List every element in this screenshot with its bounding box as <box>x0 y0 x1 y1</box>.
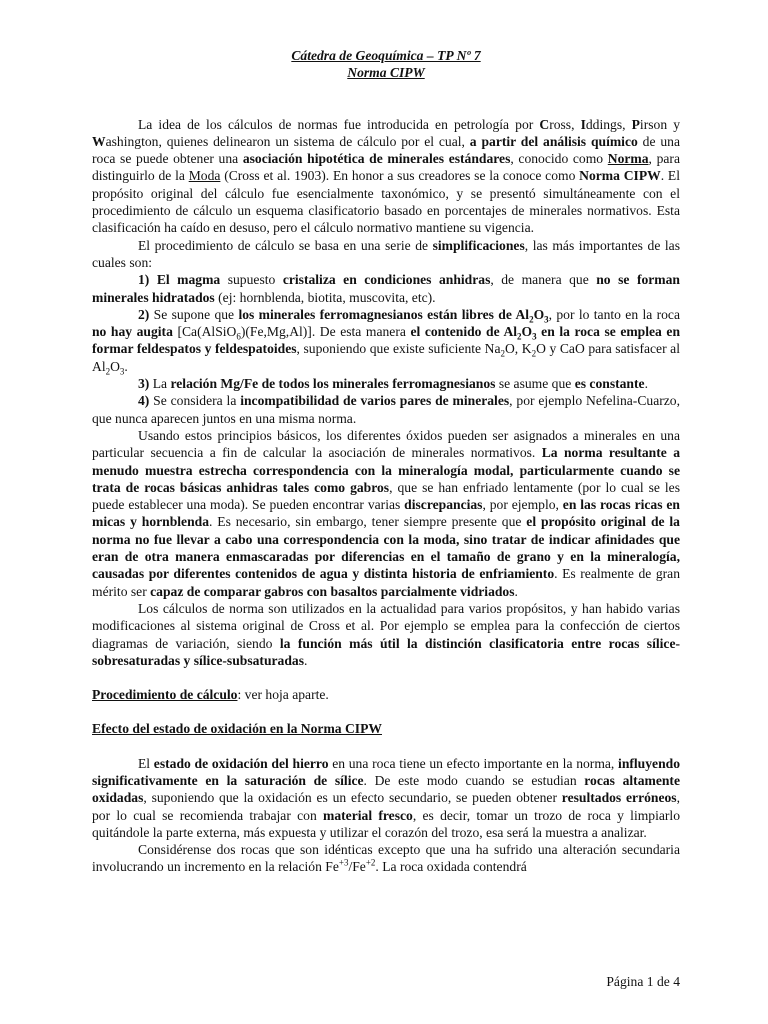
paragraph-simplifications: El procedimiento de cálculo se basa en una serie de simplificaciones, las más importantes de las cuales son: <box>92 237 681 270</box>
document-body <box>92 47 680 876</box>
paragraph-item-2: 2) Se supone que los minerales ferromagnesianos están libres de $Al_2O_3$, por lo tanto en la roca no hay augita [Ca(AlSiO$_6$)(Fe,Mg,Al)]. De esta manera el contenido de $Al_2O_3$ en la roca se emplea en formar feldespatos y feldespatoides, suponiendo que existe suficiente $Na_2O$, $K_2O$ y CaO para satisfacer al $Al_2O_3$. <box>92 306 681 377</box>
paragraph-oxidation: El estado de oxidación del hierro en una roca tiene un efecto importante en la norma, influyendo significativamente en la saturación de sílice. De este modo cuando se estudian rocas altamente oxidadas, suponiendo que la oxidación es un efecto secundario, se pueden obtener resultados erróneos, por lo cual se recomienda trabajar con material fresco, es decir, tomar un trozo de roca y limpiarlo quitándole la parte externa, más expuesta y utilizar el corazón del trozo, esa será la muestra a analizar. <box>92 755 681 840</box>
paragraph-uses: Los cálculos de norma son utilizados en la actualidad para varios propósitos, y han habido varias modificaciones al sistema original de Cross et al. Por ejemplo se emplea para la confección de ciertos diagramas de variación, siendo la función más útil la distinción clasificatoria entre rocas sílice-sobresaturadas y sílice-subsaturadas. <box>92 600 681 668</box>
procedure-line: Procedimiento de cálculo: ver hoja aparte. <box>92 687 329 703</box>
section-heading-oxidation: Efecto del estado de oxidación en la Norma CIPW <box>92 721 382 737</box>
document-title-line1: Cátedra de Geoquímica – TP Nº 7 <box>291 48 481 63</box>
paragraph-intro: La idea de los cálculos de normas fue introducida en petrología por Cross, Iddings, Pirson y Washington, quienes delinearon un sistema de cálculo por el cual, a partir del análisis químico de una roca se puede obtener una asociación hipotética de minerales estándares, conocido como Norma, para distinguirlo de la Moda (Cross et al. 1903). En honor a sus creadores se la conoce como Norma CIPW. El propósito original del cálculo fue esencialmente taxonómico, y se presentó simultáneamente con el procedimiento de cálculo un esquema clasificatorio basado en porcentajes de minerales normativos. Esta clasificación ha caído en desuso, pero el cálculo normativo mantiene su vigencia. <box>92 116 680 236</box>
paragraph-principles: Usando estos principios básicos, los diferentes óxidos pueden ser asignados a minerales en una particular secuencia a fin de calcular la asociación de minerales normativos. La norma resultante a menudo muestra estrecha correspondencia con la mineralogía modal, particularmente cuando se trata de rocas básicas anhidras tales como gabros, que se han enfriado lentamente (por lo cual se les puede establecer una moda). Se pueden encontrar varias discrepancias, por ejemplo, en las rocas ricas en micas y hornblenda. Es necesario, sin embargo, tener siempre presente que el propósito original de la norma no fue llevar a cabo una correspondencia con la moda, sino tratar de indicar afinidades que eran de otra manera enmascaradas por diferencias en el tamaño de grano y en la mineralogía, causadas por diferentes contenidos de agua y distinta historia de enfriamiento. Es realmente de gran mérito ser capaz de comparar gabros con basaltos parcialmente vidriados. <box>92 427 681 599</box>
paragraph-item-3: 3) La relación Mg/Fe de todos los minerales ferromagnesianos se asume que es constante. <box>138 376 648 392</box>
paragraph-two-rocks: Considérense dos rocas que son idénticas excepto que una ha sufrido una alteración secundaria involucrando un incremento en la relación $Fe^{+3}/Fe^{+2}$. La roca oxidada contendrá <box>92 842 680 875</box>
document-title-line2: Norma CIPW <box>347 65 425 81</box>
paragraph-item-4: 4) Se considera la incompatibilidad de varios pares de minerales, por ejemplo Nefelina-Cuarzo, que nunca aparecen juntos en una misma norma. <box>92 393 680 426</box>
page-number: Página 1 de 4 <box>606 974 680 989</box>
paragraph-item-1: 1) El magma supuesto cristaliza en condiciones anhidras, de manera que no se forman minerales hidratados (ej: hornblenda, biotita, muscovita, etc). <box>92 272 680 305</box>
